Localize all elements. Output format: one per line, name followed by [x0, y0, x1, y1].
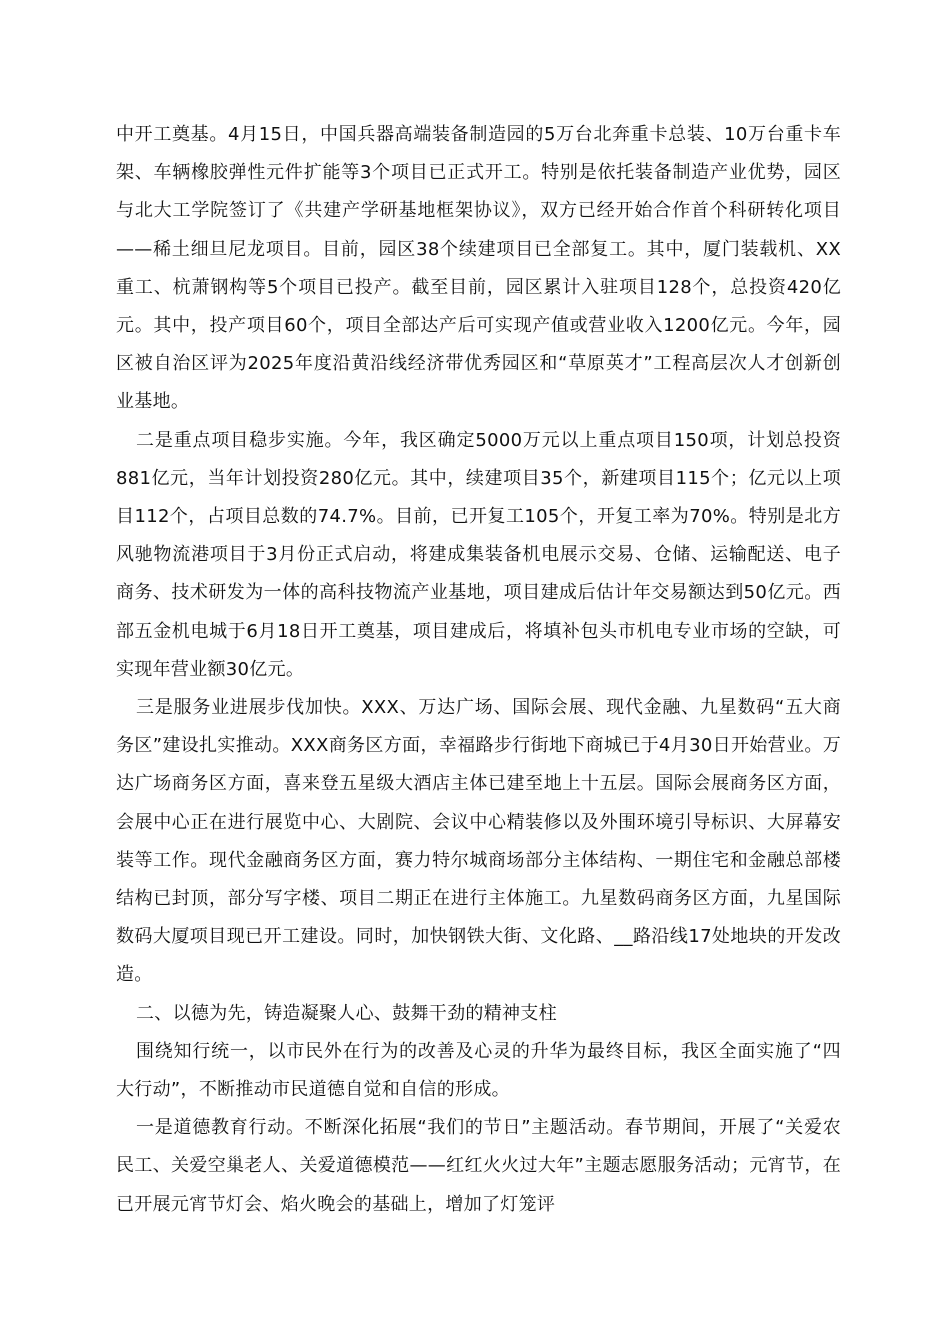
document-body [116, 116, 841, 1224]
paragraph-four-actions: 围绕知行统一，以市民外在行为的改善及心灵的升华为最终目标，我区全面实施了“四大行动”，不断推动市民道德自觉和自信的形成。 [116, 1040, 841, 1101]
paragraph-key-projects: 二是重点项目稳步实施。今年，我区确定5000万元以上重点项目150项，计划总投资881亿元，当年计划投资280亿元。其中，续建项目35个，新建项目115个；亿元以上项目112个，占项目总数的74.7%。目前，已开复工105个，开复工率为70%。特别是北方风驰物流港项目于3月份正式启动，将建成集装备机电展示交易、仓储、运输配送、电子商务、技术研发为一体的高科技物流产业基地，项目建成后估计年交易额达到50亿元。西部五金机电城于6月18日开工奠基，项目建成后，将填补包头市机电专业市场的空缺，可实现年营业额30亿元。 [116, 429, 841, 680]
paragraph-moral-education: 一是道德教育行动。不断深化拓展“我们的节日”主题活动。春节期间，开展了“关爱农民工、关爱空巢老人、关爱道德模范——红红火火过大年”主题志愿服务活动；元宵节，在已开展元宵节灯会、焰火晚会的基础上，增加了灯笼评 [116, 1117, 841, 1215]
section-heading: 二、以德为先，铸造凝聚人心、鼓舞干劲的精神支柱 [136, 1002, 557, 1024]
paragraph-continuation: 中开工奠基。4月15日，中国兵器高端装备制造园的5万台北奔重卡总装、10万台重卡车架、车辆橡胶弹性元件扩能等3个项目已正式开工。特别是依托装备制造产业优势，园区与北大工学院签订了《共建产学研基地框架协议》，双方已经开始合作首个科研转化项目——稀土细旦尼龙项目。目前，园区38个续建项目已全部复工。其中，厦门装载机、XX重工、杭萧钢构等5个项目已投产。截至目前，园区累计入驻项目128个，总投资420亿元。其中，投产项目60个，项目全部达产后可实现产值或营业收入1200亿元。今年，园区被自治区评为2025年度沿黄沿线经济带优秀园区和“草原英才”工程高层次人才创新创业基地。 [116, 124, 841, 413]
paragraph-service-industry: 三是服务业进展步伐加快。XXX、万达广场、国际会展、现代金融、九星数码“五大商务区”建设扎实推动。XXX商务区方面，幸福路步行街地下商城已于4月30日开始营业。万达广场商务区方面，喜来登五星级大酒店主体已建至地上十五层。国际会展商务区方面，会展中心正在进行展览中心、大剧院、会议中心精装修以及外围环境引导标识、大屏幕安装等工作。现代金融商务区方面，赛力特尔城商场部分主体结构、一期住宅和金融总部楼结构已封顶，部分写字楼、项目二期正在进行主体施工。九星数码商务区方面，九星国际数码大厦项目现已开工建设。同时，加快钢铁大街、文化路、__路沿线17处地块的开发改造。 [116, 697, 841, 986]
